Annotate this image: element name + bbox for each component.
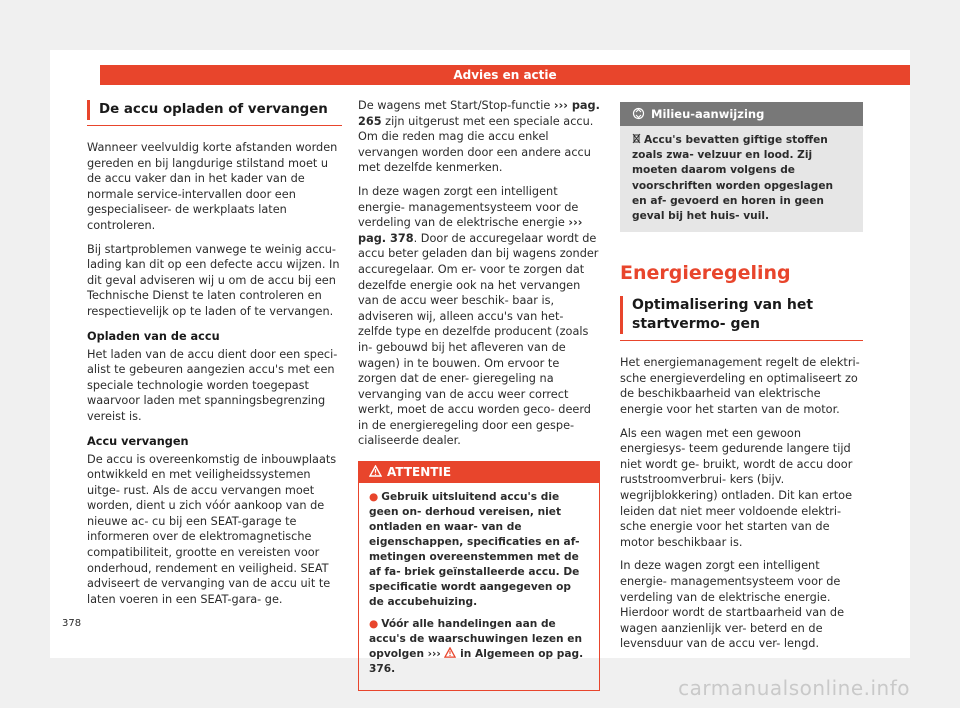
paragraph: Het laden van de accu dient door een speci- alist te gebeuren aangezien accu's met een speciale technologie worden toegepast waarvoor laden met spanningsbegrenzing vereist is. [87,347,338,423]
title-divider [87,125,342,126]
paragraph: De accu is overeenkomstig de inbouwplaats ontwikkeld en met veiligheidssystemen uitge- rust. Als de accu vervangen moet worden, dient u zich vóór aankoop van de nieuwe ac- cu bij een SEAT-garage te informeren over de elektromagnetische compatibiliteit, grootte en vereisten voor onderhoud, rendement en veiligheid. SEAT adviseert de vervanging van de accu uit te laten voeren in een SEAT-gara- ge. [87,452,337,606]
warning-bullet [369,490,589,610]
page-number: 378 [62,618,82,629]
column-right [620,102,863,660]
bullet-icon: ● [369,618,379,631]
paragraph: Het energiemanagement regelt de elektri- sche energieverdeling en optimaliseert zo de beschikbaarheid van elektrische energie voor het starten van de motor. [620,356,860,416]
paragraph: In deze wagen zorgt een intelligent energie- managementsysteem voor de verdeling van de elektrische energie. Hierdoor wordt de startbaarheid van de wagen aanzienlijk ver- beterd en de levensduur van de accu ver- lengd. [620,559,845,651]
crossed-bin-icon [632,133,641,144]
environment-note-text: Accu's bevatten giftige stoffen zoals zwa- velzuur en lood. Zij moeten daarom volgens de voorschriften worden opgeslagen en af- gevoerd en horen in geen geval bij het huis- vuil. [632,134,834,223]
title-divider [620,340,863,341]
paragraph: Bij startproblemen vanwege te weinig accu- lading kan dit op een defecte accu wijzen. In dit geval adviseren wij u om de accu bij een Technische Dienst te laten controleren en respectievelijk op te laden of te vervangen. [87,242,340,318]
chapter-title: Energieregeling [620,262,791,285]
manual-page [50,50,910,676]
recycle-icon [632,107,645,120]
bullet-text: Vóór alle handelingen aan de accu's de waarschuwingen lezen en opvolgen ››› [369,618,583,661]
paragraph-text: In deze wagen zorgt een intelligent energie- managementsysteem voor de verdeling van de elektrische energie [358,184,579,230]
section-title: De accu opladen of vervangen [87,100,342,120]
warning-body [359,483,599,690]
paragraph-text: . Door de accuregelaar wordt de accu beter geladen dan bij wagens zonder accuregelaar. Om er- voor te zorgen dat dezelfde energie ook na het vervangen van de accu weer beschik- baar is, adviseren wij, alleen accu's van het- zelfde type en dezelfde producent (zoals in- gebouwd bij het afleveren van de wagen) in te bouwen. Om ervoor te zorgen dat de ener- gieregeling na vervanging van de accu weer correct werkt, moet de accu worden geco- deerd in de energieregeling door een gespe- cialiseerde dealer. [358,231,599,448]
bullet-text: Gebruik uitsluitend accu's die geen on- derhoud vereisen, niet ontladen en waar- van de eigenschappen, specificaties en af- metingen overeenstemmen met de af fa- briek geïnstalleerde accu. De specificatie wordt aangegeven op de accubehuizing. [369,491,580,609]
page-reference-link[interactable]: ››› pag. 265 [358,99,600,128]
chapter-header: Advies en actie [100,65,910,85]
warning-title: ATTENTIE [387,465,452,480]
paragraph-text: zijn uitgerust met een speciale accu. Om die reden mag die accu enkel vervangen worden door een andere accu met dezelfde kenmerken. [358,114,594,175]
warning-box [358,461,600,691]
paragraph [358,184,600,449]
environment-note-body [620,126,863,232]
bullet-text: in Algemeen op pag. 376. [369,648,584,676]
paragraph: Wanneer veelvuldig korte afstanden worden gereden en bij langdurige stilstand moet u de accu vaker dan in het kader van de normale service-intervallen door een gespecialiseer- de werkplaats laten controleren. [87,141,338,232]
paragraph-text: De wagens met Start/Stop-functie [358,99,554,112]
warning-bullet [369,617,589,677]
paragraph [358,98,600,176]
subheading: Accu vervangen [87,434,189,448]
environment-note [620,102,863,232]
paragraph: Als een wagen met een gewoon energiesys- teem gedurende langere tijd niet wordt ge- bruikt, wordt de accu door ruststroomverbrui- kers (bijv. wegrijblokkering) ontladen. Dit kan ertoe leiden dat niet meer voldoende elektri- sche energie voor het starten van de motor beschikbaar is. [620,426,853,549]
watermark-logo: carmanualsonline.info [678,676,910,700]
page-reference-link[interactable]: ››› pag. 378 [358,216,583,245]
column-left [87,98,342,615]
column-middle [358,98,600,691]
environment-note-header [620,102,863,126]
subheading: Opladen van de accu [87,329,220,343]
warning-header [359,462,599,483]
bullet-icon: ● [369,491,379,504]
warning-triangle-icon [369,465,382,477]
warning-triangle-icon[interactable] [444,647,456,658]
environment-note-title: Milieu-aanwijzing [651,107,765,121]
section-title: Optimalisering van het startvermo- gen [620,296,863,334]
